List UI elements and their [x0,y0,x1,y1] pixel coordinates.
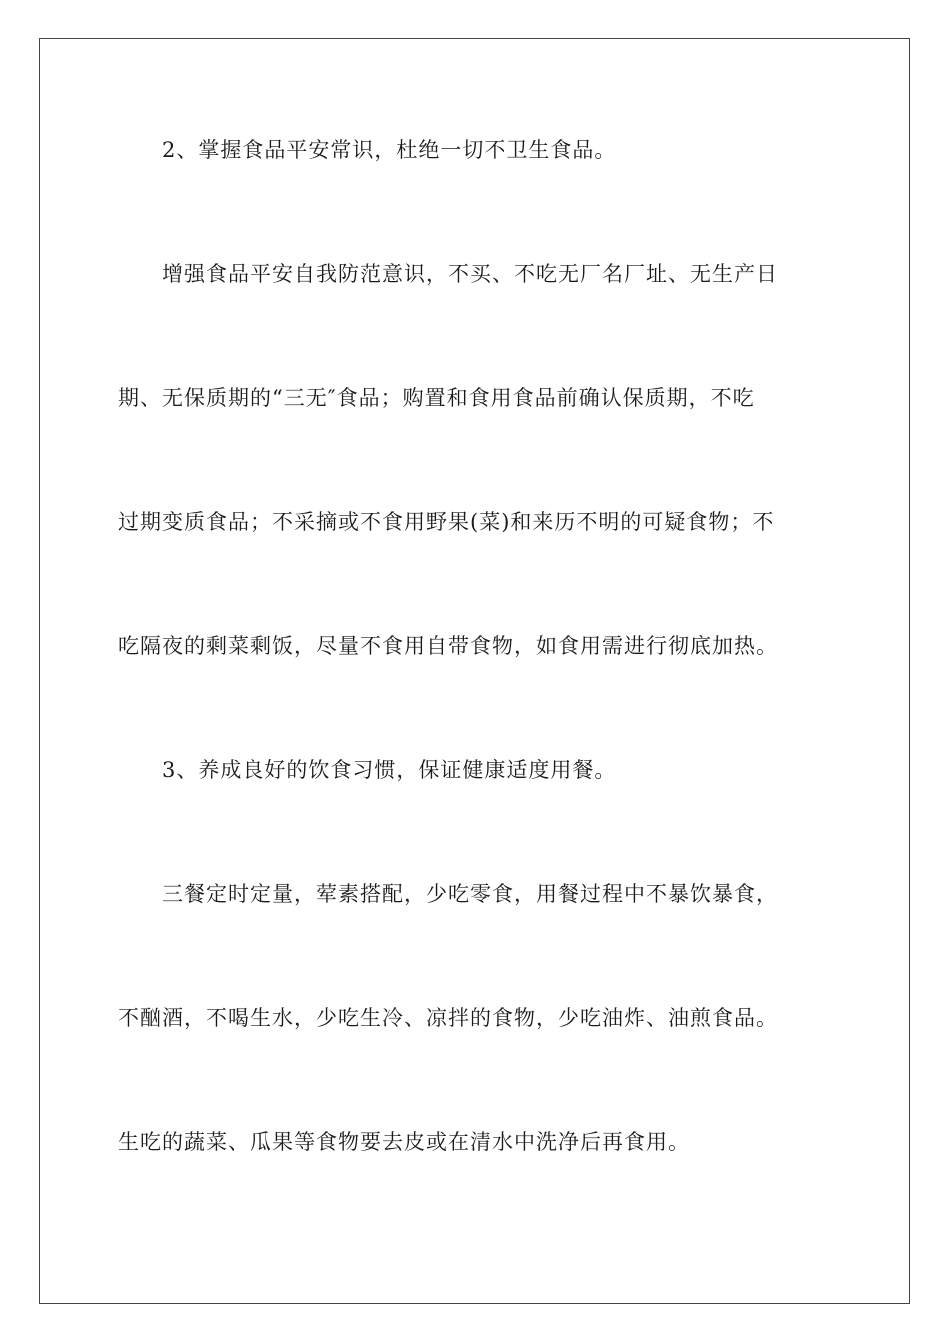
heading-eating-habits: 3、养成良好的饮食习惯，保证健康适度用餐。 [162,758,617,782]
paragraph-line: 不酗酒，不喝生水，少吃生冷、凉拌的食物，少吃油炸、油煎食品。 [118,1006,778,1030]
paragraph-line: 生吃的蔬菜、瓜果等食物要去皮或在清水中洗净后再食用。 [118,1130,690,1154]
page-border [39,38,910,1304]
paragraph-line: 期、无保质期的“三无″食品；购置和食用食品前确认保质期，不吃 [118,386,755,410]
heading-food-safety-knowledge: 2、掌握食品平安常识，杜绝一切不卫生食品。 [162,138,617,162]
paragraph-line: 吃隔夜的剩菜剩饭，尽量不食用自带食物，如食用需进行彻底加热。 [118,634,778,658]
paragraph-line: 增强食品平安自我防范意识，不买、不吃无厂名厂址、无生产日 [162,262,778,286]
paragraph-line: 三餐定时定量，荤素搭配，少吃零食，用餐过程中不暴饮暴食， [162,882,778,906]
paragraph-line: 过期变质食品；不采摘或不食用野果(菜)和来历不明的可疑食物；不 [118,510,775,534]
